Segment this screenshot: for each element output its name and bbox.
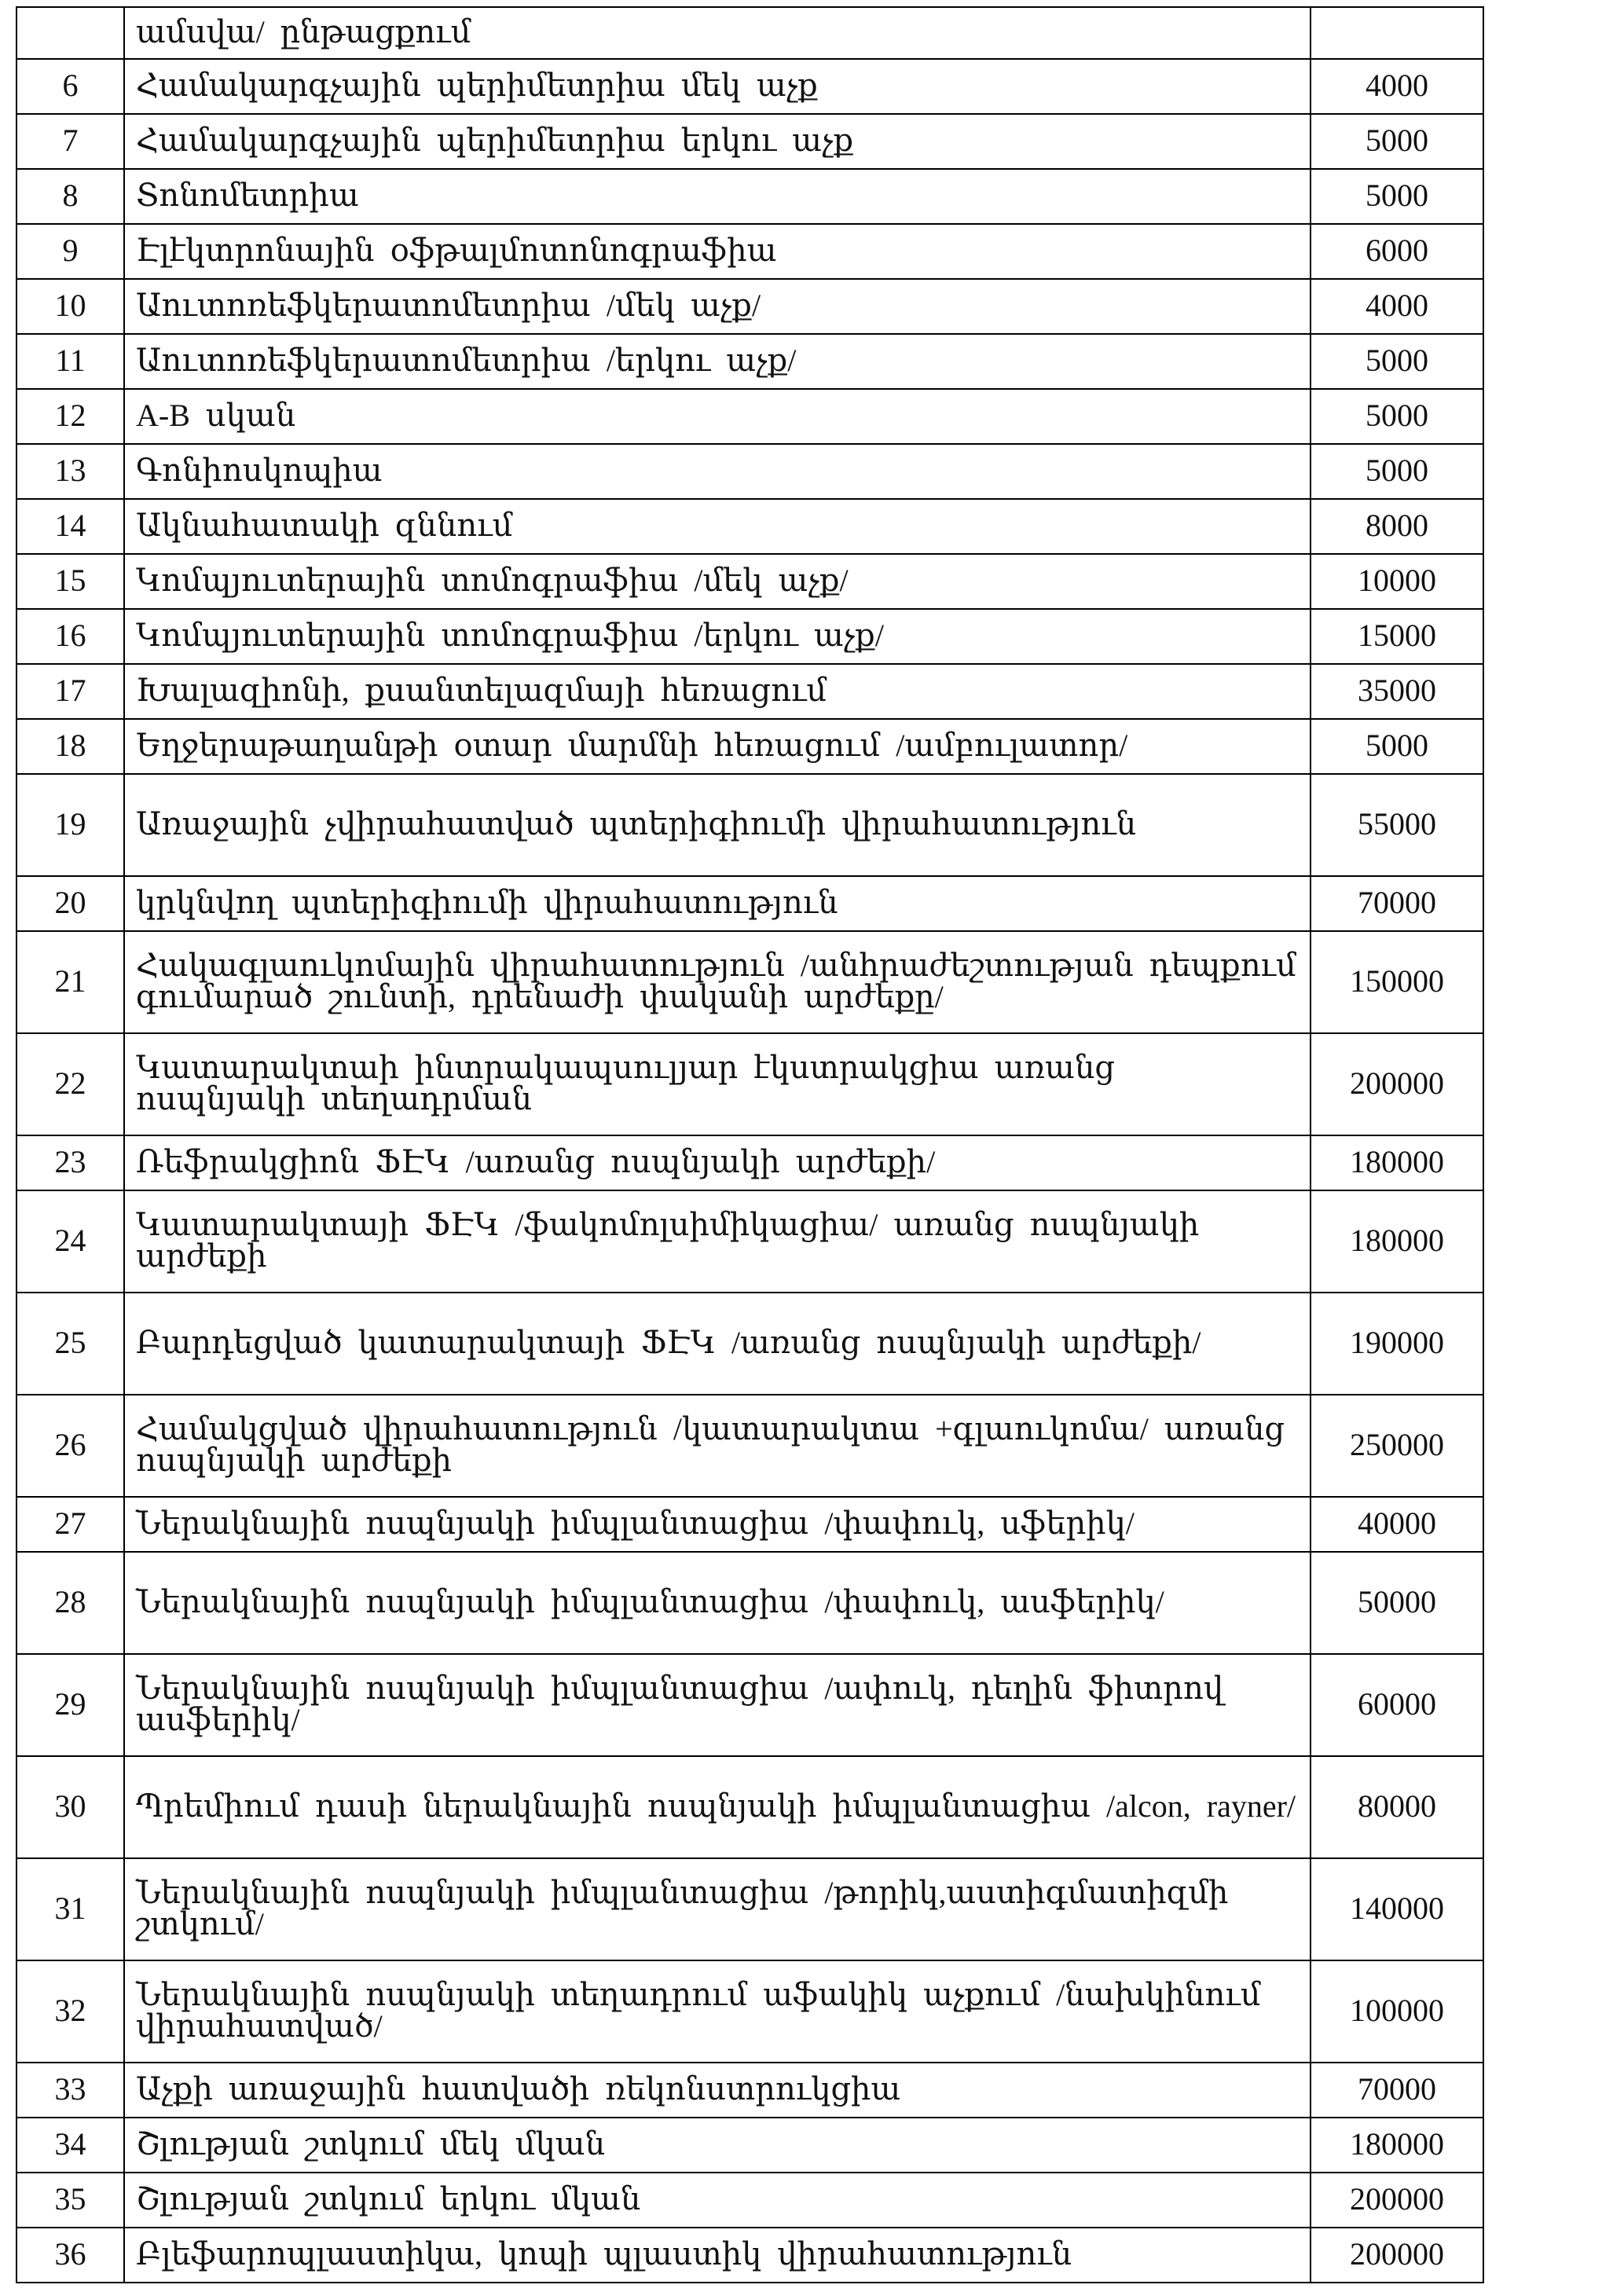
service-name-cell: Ակնահատակի զննում — [124, 499, 1311, 554]
table-row — [16, 2063, 1483, 2118]
table-row — [16, 334, 1483, 389]
service-name-cell: Աուտոռեֆկերատոմետրիա /երկու աչք/ — [124, 334, 1311, 389]
service-name-cell: Շլության շտկում մեկ մկան — [124, 2118, 1311, 2173]
price-cell: 150000 — [1311, 931, 1483, 1033]
price-cell: 5000 — [1311, 114, 1483, 169]
service-name-cell: Ներակնային ոսպնյակի իմպլանտացիա /փափուկ, սֆերիկ/ — [124, 1497, 1311, 1552]
row-number-cell: 12 — [16, 389, 124, 444]
service-name-cell: Ներակնային ոսպնյակի իմպլանտացիա /փափուկ, ասֆերիկ/ — [124, 1552, 1311, 1654]
row-number-cell: 10 — [16, 279, 124, 334]
price-cell: 100000 — [1311, 1960, 1483, 2063]
table-row — [16, 279, 1483, 334]
table-row — [16, 1293, 1483, 1395]
price-cell: 200000 — [1311, 2173, 1483, 2228]
price-cell: 250000 — [1311, 1395, 1483, 1497]
price-cell: 180000 — [1311, 2118, 1483, 2173]
service-name-cell: Առաջային չվիրահատված պտերիգիումի վիրահատություն — [124, 774, 1311, 876]
service-name-cell: Բարդեցված կատարակտայի ՖԷԿ /առանց ոսպնյակի արժեքի/ — [124, 1293, 1311, 1395]
table-row — [16, 1552, 1483, 1654]
row-number-cell: 25 — [16, 1293, 124, 1395]
table-row — [16, 2228, 1483, 2283]
service-name-cell: Եղջերաթաղանթի օտար մարմնի հեռացում /ամբուլատոր/ — [124, 719, 1311, 774]
price-list-table — [16, 6, 1484, 2283]
price-cell: 6000 — [1311, 224, 1483, 279]
service-name-cell: Կատարակտայի ՖԷԿ /ֆակոմոլսիմիկացիա/ առանց ոսպնյակի արժեքի — [124, 1190, 1311, 1293]
row-number-cell: 32 — [16, 1960, 124, 2063]
table-row — [16, 499, 1483, 554]
row-number-cell: 28 — [16, 1552, 124, 1654]
price-cell: 5000 — [1311, 334, 1483, 389]
price-cell: 5000 — [1311, 444, 1483, 499]
table-row — [16, 1033, 1483, 1135]
service-name-cell: Համակարգչային պերիմետրիա երկու աչք — [124, 114, 1311, 169]
service-name-cell: Կոմպյուտերային տոմոգրաֆիա /երկու աչք/ — [124, 609, 1311, 664]
price-cell: 5000 — [1311, 389, 1483, 444]
table-row — [16, 444, 1483, 499]
table-row — [16, 2118, 1483, 2173]
table-row — [16, 2173, 1483, 2228]
price-cell: 5000 — [1311, 169, 1483, 224]
table-row — [16, 931, 1483, 1033]
price-cell: 8000 — [1311, 499, 1483, 554]
table-row — [16, 1135, 1483, 1190]
table-row — [16, 609, 1483, 664]
price-cell: 5000 — [1311, 719, 1483, 774]
table-row — [16, 774, 1483, 876]
price-cell: 55000 — [1311, 774, 1483, 876]
row-number-cell: 27 — [16, 1497, 124, 1552]
service-name-cell: կրկնվող պտերիգիումի վիրահատություն — [124, 876, 1311, 931]
price-cell: 50000 — [1311, 1552, 1483, 1654]
price-cell: 60000 — [1311, 1654, 1483, 1756]
price-cell: 80000 — [1311, 1756, 1483, 1858]
service-name-cell: Ներակնային ոսպնյակի իմպլանտացիա /ափուկ, դեղին ֆիտրով ասֆերիկ/ — [124, 1654, 1311, 1756]
row-number-cell: 14 — [16, 499, 124, 554]
service-name-cell: Տոնոմետրիա — [124, 169, 1311, 224]
price-cell: 4000 — [1311, 279, 1483, 334]
price-cell: 70000 — [1311, 876, 1483, 931]
row-number-cell: 6 — [16, 59, 124, 114]
price-cell: 200000 — [1311, 1033, 1483, 1135]
row-number-cell: 11 — [16, 334, 124, 389]
price-cell: 190000 — [1311, 1293, 1483, 1395]
price-cell: 40000 — [1311, 1497, 1483, 1552]
service-name-cell: Շլության շտկում երկու մկան — [124, 2173, 1311, 2228]
row-number-cell: 36 — [16, 2228, 124, 2283]
price-cell: 35000 — [1311, 664, 1483, 719]
row-number-cell: 9 — [16, 224, 124, 279]
row-number-cell: 24 — [16, 1190, 124, 1293]
service-name-cell: Ռեֆրակցիոն ՖԷԿ /առանց ոսպնյակի արժեքի/ — [124, 1135, 1311, 1190]
row-number-cell: 34 — [16, 2118, 124, 2173]
row-number-cell: 13 — [16, 444, 124, 499]
row-number-cell: 7 — [16, 114, 124, 169]
row-number-cell: 18 — [16, 719, 124, 774]
table-row — [16, 1756, 1483, 1858]
table-row — [16, 389, 1483, 444]
price-cell: 10000 — [1311, 554, 1483, 609]
table-row — [16, 664, 1483, 719]
service-name-cell: Աչքի առաջային հատվածի ռեկոնստրուկցիա — [124, 2063, 1311, 2118]
table-row — [16, 59, 1483, 114]
table-row — [16, 1395, 1483, 1497]
row-number-cell: 16 — [16, 609, 124, 664]
row-number-cell: 31 — [16, 1858, 124, 1960]
row-number-cell: 23 — [16, 1135, 124, 1190]
table-row — [16, 1858, 1483, 1960]
row-number-cell: 30 — [16, 1756, 124, 1858]
table-row — [16, 1190, 1483, 1293]
service-name-cell: Պրեմիում դասի ներակնային ոսպնյակի իմպլանտացիա /alcon, rayner/ — [124, 1756, 1311, 1858]
row-number-cell: 21 — [16, 931, 124, 1033]
table-row — [16, 1654, 1483, 1756]
table-row — [16, 224, 1483, 279]
price-cell — [1311, 7, 1483, 59]
table-row — [16, 719, 1483, 774]
price-cell: 4000 — [1311, 59, 1483, 114]
row-number-cell: 29 — [16, 1654, 124, 1756]
price-cell: 180000 — [1311, 1190, 1483, 1293]
price-cell: 70000 — [1311, 2063, 1483, 2118]
row-number-cell: 8 — [16, 169, 124, 224]
table-row — [16, 876, 1483, 931]
price-list-body — [16, 7, 1483, 2283]
row-number-cell: 19 — [16, 774, 124, 876]
service-name-cell: Աուտոռեֆկերատոմետրիա /մեկ աչք/ — [124, 279, 1311, 334]
price-cell: 140000 — [1311, 1858, 1483, 1960]
price-cell: 180000 — [1311, 1135, 1483, 1190]
row-number-cell — [16, 7, 124, 59]
table-row — [16, 1960, 1483, 2063]
service-name-cell: Կատարակտաի ինտրակապսուլյար էկստրակցիա առանց ոսպնյակի տեղադրման — [124, 1033, 1311, 1135]
service-name-cell: Հակագլաուկոմային վիրահատություն /անհրաժեշտության դեպքում գումարած շունտի, դրենաժի փականի արժեքը/ — [124, 931, 1311, 1033]
table-row — [16, 7, 1483, 59]
service-name-cell: Համակցված վիրահատություն /կատարակտա +գլաուկոմա/ առանց ոսպնյակի արժեքի — [124, 1395, 1311, 1497]
row-number-cell: 22 — [16, 1033, 124, 1135]
service-name-cell: Համակարգչային պերիմետրիա մեկ աչք — [124, 59, 1311, 114]
price-cell: 200000 — [1311, 2228, 1483, 2283]
service-name-cell: Խալազիոնի, քսանտելազմայի հեռացում — [124, 664, 1311, 719]
row-number-cell: 20 — [16, 876, 124, 931]
service-name-cell: Ներակնային ոսպնյակի իմպլանտացիա /թորիկ,աստիգմատիզմի շտկում/ — [124, 1858, 1311, 1960]
table-row — [16, 554, 1483, 609]
row-number-cell: 17 — [16, 664, 124, 719]
row-number-cell: 33 — [16, 2063, 124, 2118]
table-row — [16, 1497, 1483, 1552]
table-row — [16, 114, 1483, 169]
row-number-cell: 35 — [16, 2173, 124, 2228]
service-name-cell: A-B սկան — [124, 389, 1311, 444]
service-name-cell: Գոնիոսկոպիա — [124, 444, 1311, 499]
service-name-cell: Ներակնային ոսպնյակի տեղադրում աֆակիկ աչքում /նախկինում վիրահատված/ — [124, 1960, 1311, 2063]
service-name-cell: Էլէկտրոնային օֆթալմոտոնոգրաֆիա — [124, 224, 1311, 279]
service-name-cell: ամսվա/ ընթացքում — [124, 7, 1311, 59]
row-number-cell: 15 — [16, 554, 124, 609]
table-row — [16, 169, 1483, 224]
row-number-cell: 26 — [16, 1395, 124, 1497]
service-name-cell: Կոմպյուտերային տոմոգրաֆիա /մեկ աչք/ — [124, 554, 1311, 609]
price-cell: 15000 — [1311, 609, 1483, 664]
service-name-cell: Բլեֆարոպլաստիկա, կոպի պլաստիկ վիրահատություն — [124, 2228, 1311, 2283]
